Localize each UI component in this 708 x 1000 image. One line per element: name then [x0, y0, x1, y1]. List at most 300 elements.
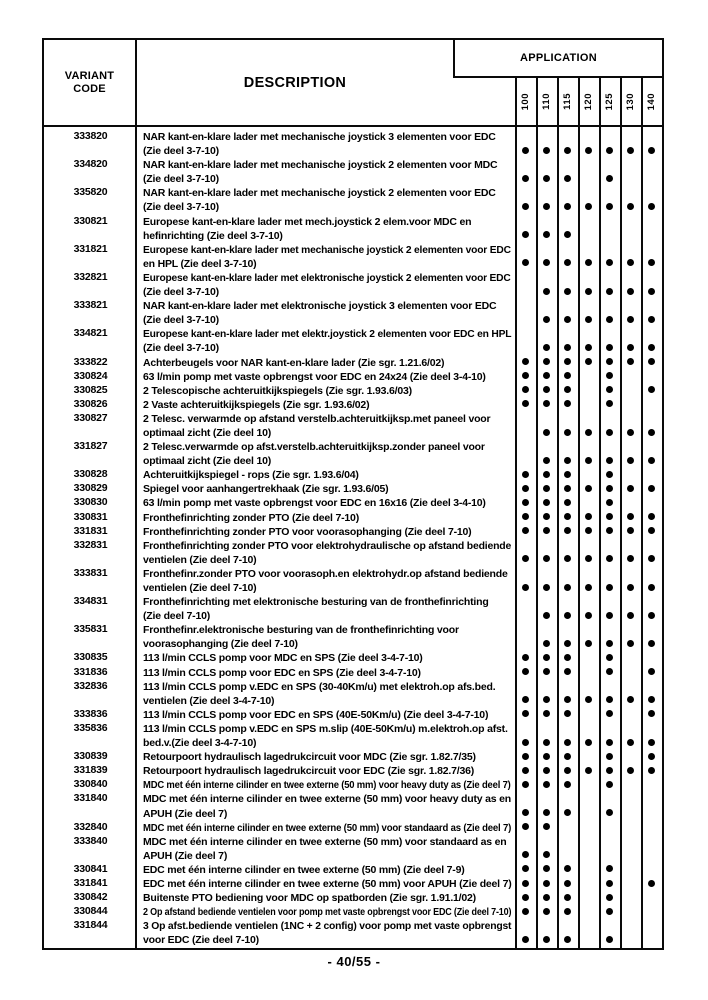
application-empty-cell [599, 214, 620, 242]
application-empty-cell [641, 862, 662, 876]
row-description [137, 707, 515, 721]
application-dot-cell [578, 326, 599, 354]
application-dot [648, 358, 655, 365]
application-dot-cell [641, 326, 662, 354]
table-row [44, 298, 662, 326]
application-dot-cell [536, 157, 557, 185]
application-dot [543, 809, 550, 816]
application-empty-cell [515, 411, 536, 439]
application-empty-cell [578, 876, 599, 890]
application-dot [564, 231, 571, 238]
application-dot-cell [578, 622, 599, 650]
application-dot [522, 499, 529, 506]
application-dot-cell [557, 326, 578, 354]
application-dot-cell [536, 524, 557, 538]
application-empty-cell [641, 820, 662, 834]
application-dot-cell [641, 439, 662, 467]
application-dot-cell [599, 622, 620, 650]
application-dot [648, 259, 655, 266]
application-dot [648, 767, 655, 774]
application-dot [564, 710, 571, 717]
application-dot [522, 865, 529, 872]
application-dot [627, 584, 634, 591]
application-dot-cell [536, 777, 557, 791]
description-line: ventielen (Zie deel 7-10) [143, 553, 257, 566]
application-marks [515, 369, 662, 383]
application-marks [515, 862, 662, 876]
application-dot-cell [578, 411, 599, 439]
application-dot-cell [536, 510, 557, 524]
application-dot [627, 696, 634, 703]
application-dot [543, 147, 550, 154]
application-empty-cell [620, 862, 641, 876]
application-dot [606, 767, 613, 774]
application-dot-cell [641, 129, 662, 157]
application-dot [648, 344, 655, 351]
description-line: ventielen (Zie deel 3-4-7-10) [143, 694, 275, 707]
description-line: Fronthefinrichting zonder PTO (Zie deel 7-10) [143, 511, 359, 524]
row-description [137, 185, 515, 213]
application-dot [564, 147, 571, 154]
application-dot-cell [641, 679, 662, 707]
application-dot [648, 555, 655, 562]
application-marks [515, 270, 662, 298]
table-row [44, 890, 662, 904]
application-dot [564, 513, 571, 520]
row-description [137, 298, 515, 326]
application-column-label: 120 [583, 92, 594, 111]
application-dot-cell [515, 157, 536, 185]
row-description [137, 481, 515, 495]
application-dot [648, 527, 655, 534]
application-column-label: 125 [604, 92, 615, 111]
table-row [44, 622, 662, 650]
application-marks [515, 355, 662, 369]
application-dot-cell [641, 185, 662, 213]
application-dot [564, 739, 571, 746]
application-empty-cell [578, 650, 599, 664]
variant-code: 333840 [73, 834, 108, 847]
application-column-label: 110 [541, 93, 552, 110]
application-dot [627, 485, 634, 492]
application-empty-cell [578, 665, 599, 679]
row-description [137, 369, 515, 383]
application-dot [522, 668, 529, 675]
application-dot [606, 739, 613, 746]
table-row [44, 594, 662, 622]
application-dot-cell [536, 594, 557, 622]
application-dot-cell [641, 538, 662, 566]
application-dot-cell [557, 481, 578, 495]
application-dot-cell [557, 707, 578, 721]
application-dot [564, 584, 571, 591]
application-dot [585, 147, 592, 154]
application-dot-cell [557, 298, 578, 326]
application-empty-cell [620, 820, 641, 834]
application-dot-cell [557, 270, 578, 298]
table-row [44, 481, 662, 495]
application-dot [648, 316, 655, 323]
application-empty-cell [620, 876, 641, 890]
application-dot [648, 457, 655, 464]
application-dot [522, 880, 529, 887]
application-dot-cell [599, 538, 620, 566]
application-dot [585, 640, 592, 647]
description-line: 113 l/min CCLS pomp v.EDC en SPS (30-40Km/u) met elektroh.op afs.bed. [143, 680, 496, 693]
application-dot-cell [641, 270, 662, 298]
application-dot [564, 316, 571, 323]
application-dot-cell [578, 524, 599, 538]
application-dot [543, 316, 550, 323]
variant-code: 331839 [73, 764, 108, 777]
description-line: Europese kant-en-klare lader met elektr.joystick 2 elementen voor EDC en HPL [143, 328, 512, 341]
row-description [137, 665, 515, 679]
table-row [44, 270, 662, 298]
application-dot-cell [515, 242, 536, 270]
variant-code: 331821 [73, 242, 108, 255]
application-dot [522, 527, 529, 534]
application-dot [522, 471, 529, 478]
application-dot-cell [536, 791, 557, 819]
variant-code: 330844 [73, 905, 108, 918]
variant-code: 330839 [73, 750, 108, 763]
application-dot-cell [620, 298, 641, 326]
table-row [44, 749, 662, 763]
application-dot-cell [515, 510, 536, 524]
row-description [137, 791, 515, 819]
application-dot [543, 499, 550, 506]
description-line: 2 Telescopische achteruitkijkspiegels (Zie sgr. 1.93.6/03) [143, 384, 412, 397]
application-marks [515, 721, 662, 749]
application-dot [543, 584, 550, 591]
application-marks [515, 129, 662, 157]
application-empty-cell [578, 918, 599, 946]
application-dot [585, 612, 592, 619]
application-dot [606, 527, 613, 534]
application-dot-cell [620, 439, 641, 467]
variant-code-header-line2: CODE [73, 82, 106, 95]
variant-code: 330841 [73, 862, 108, 875]
table-row [44, 369, 662, 383]
application-dot-cell [536, 481, 557, 495]
application-dot-cell [599, 355, 620, 369]
row-description [137, 214, 515, 242]
application-dot-cell [557, 679, 578, 707]
application-marks [515, 214, 662, 242]
application-marks [515, 791, 662, 819]
row-description [137, 749, 515, 763]
description-line: 3 Op afst.bediende ventielen (1NC + 2 config) voor pomp met vaste opbrengst [143, 920, 512, 933]
application-dot-cell [557, 467, 578, 481]
application-empty-cell [641, 467, 662, 481]
description-line: Fronthefinrichting met elektronische besturing van de fronthefinrichting [143, 596, 489, 609]
application-dot-cell [620, 538, 641, 566]
application-dot-cell [641, 707, 662, 721]
application-dot-cell [599, 369, 620, 383]
application-dot [564, 894, 571, 901]
application-dot [543, 612, 550, 619]
application-marks [515, 777, 662, 791]
application-dot [606, 908, 613, 915]
description-line: optimaal zicht (Zie deel 10) [143, 455, 272, 468]
application-dot-cell [578, 594, 599, 622]
table-row [44, 862, 662, 876]
description-line: MDC met één interne cilinder en twee externe (50 mm) voor standaard as (Zie deel 7) [143, 821, 512, 834]
application-dot-cell [641, 298, 662, 326]
application-dot-cell [557, 622, 578, 650]
application-empty-cell [578, 397, 599, 411]
application-dot [606, 654, 613, 661]
application-dot-cell [536, 763, 557, 777]
application-dot [564, 781, 571, 788]
application-empty-cell [578, 157, 599, 185]
application-dot [543, 485, 550, 492]
row-description [137, 524, 515, 538]
variant-code: 330821 [73, 214, 108, 227]
application-empty-cell [641, 157, 662, 185]
application-dot [627, 203, 634, 210]
application-dot [585, 259, 592, 266]
application-dot-cell [641, 355, 662, 369]
application-dot-cell [578, 481, 599, 495]
application-dot-cell [515, 524, 536, 538]
application-dot [543, 203, 550, 210]
application-dot-cell [620, 185, 641, 213]
application-dot-cell [515, 369, 536, 383]
application-dot-cell [536, 904, 557, 918]
variant-code: 330828 [73, 468, 108, 481]
application-dot-cell [578, 439, 599, 467]
application-dot-cell [557, 862, 578, 876]
row-description [137, 439, 515, 467]
application-dot [564, 372, 571, 379]
description-line: Fronthefinrichting zonder PTO voor elektrohydraulische op afstand bediende [143, 539, 512, 552]
application-empty-cell [515, 439, 536, 467]
application-marks [515, 566, 662, 594]
application-empty-cell [641, 214, 662, 242]
application-dot [564, 880, 571, 887]
application-dot-cell [557, 777, 578, 791]
variant-code: 330842 [73, 891, 108, 904]
description-line: 113 l/min CCLS pomp v.EDC en SPS m.slip (40E-50Km/u) m.elektroh.op afst. [143, 722, 508, 735]
application-dot-cell [515, 566, 536, 594]
description-line: EDC met één interne cilinder en twee externe (50 mm) (Zie deel 7-9) [143, 863, 465, 876]
application-dot [606, 612, 613, 619]
application-dot-cell [641, 481, 662, 495]
application-dot-cell [536, 397, 557, 411]
application-empty-cell [620, 650, 641, 664]
application-dot [606, 894, 613, 901]
application-marks [515, 650, 662, 664]
table-row [44, 383, 662, 397]
application-marks [515, 749, 662, 763]
description-line: 2 Telesc.verwarmde op afst.verstelb.achteruitkijksp.zonder paneel voor [143, 441, 485, 454]
application-dot-cell [536, 721, 557, 749]
application-column-label: 100 [520, 92, 531, 111]
application-dot-cell [536, 467, 557, 481]
application-dot-cell [599, 397, 620, 411]
description-line: 63 l/min pomp met vaste opbrengst voor EDC en 16x16 (Zie deel 3-4-10) [143, 497, 486, 510]
application-dot-cell [536, 369, 557, 383]
application-dot-cell [515, 129, 536, 157]
application-marks [515, 594, 662, 622]
application-dot-cell [515, 834, 536, 862]
application-empty-cell [641, 904, 662, 918]
application-marks [515, 524, 662, 538]
application-dot [648, 668, 655, 675]
application-dot [543, 344, 550, 351]
description-line: 2 Telesc. verwarmde op afstand verstelb.achteruitkijksp.met paneel voor [143, 412, 491, 425]
application-dot-cell [599, 777, 620, 791]
application-dot-cell [515, 650, 536, 664]
application-empty-cell [578, 820, 599, 834]
application-dot-cell [599, 524, 620, 538]
application-dot [543, 865, 550, 872]
application-dot [522, 739, 529, 746]
application-dot [522, 908, 529, 915]
application-dot [627, 147, 634, 154]
application-dot [627, 259, 634, 266]
application-dot [585, 696, 592, 703]
application-dot-cell [599, 495, 620, 509]
variant-code: 333821 [73, 299, 108, 312]
application-dot-cell [536, 185, 557, 213]
application-dot [606, 344, 613, 351]
application-dot-cell [515, 481, 536, 495]
application-dot [543, 175, 550, 182]
application-dot-cell [536, 439, 557, 467]
application-dot-cell [515, 791, 536, 819]
table-row [44, 411, 662, 439]
variant-code: 330840 [73, 778, 108, 791]
application-column-label: 115 [562, 93, 573, 110]
application-marks [515, 665, 662, 679]
application-empty-cell [620, 749, 641, 763]
application-dot-cell [536, 622, 557, 650]
application-dot-cell [536, 650, 557, 664]
application-dot [627, 358, 634, 365]
application-dot-cell [557, 510, 578, 524]
application-dot [564, 527, 571, 534]
application-dot-cell [536, 890, 557, 904]
application-dot [648, 147, 655, 154]
table-row [44, 524, 662, 538]
application-dot [627, 344, 634, 351]
application-dot [585, 767, 592, 774]
application-dot [543, 231, 550, 238]
application-dot-cell [620, 411, 641, 439]
application-dot [522, 710, 529, 717]
application-dot-cell [536, 214, 557, 242]
application-dot-cell [557, 495, 578, 509]
application-dot [543, 936, 550, 943]
table-row [44, 157, 662, 185]
description-line: Europese kant-en-klare lader met mech.joystick 2 elem.voor MDC en [143, 215, 472, 228]
variant-code: 330835 [73, 651, 108, 664]
application-dot [627, 739, 634, 746]
application-dot [543, 400, 550, 407]
description-line: Europese kant-en-klare lader met elektronische joystick 2 elementen voor EDC [143, 271, 511, 284]
application-marks [515, 707, 662, 721]
application-dot [585, 358, 592, 365]
application-dot [606, 781, 613, 788]
application-dot-cell [599, 129, 620, 157]
application-empty-cell [641, 890, 662, 904]
description-line: Fronthefinr.elektronische besturing van de fronthefinrichting voor [143, 624, 459, 637]
application-dot [564, 908, 571, 915]
row-description [137, 495, 515, 509]
application-dot-cell [557, 185, 578, 213]
application-marks [515, 834, 662, 862]
application-dot [564, 668, 571, 675]
application-dot-cell [557, 721, 578, 749]
application-dot-cell [641, 876, 662, 890]
application-empty-cell [620, 157, 641, 185]
table-row [44, 820, 662, 834]
application-dot-cell [599, 510, 620, 524]
application-dot-cell [515, 679, 536, 707]
application-dot [522, 358, 529, 365]
application-dot-cell [620, 622, 641, 650]
application-dot-cell [515, 862, 536, 876]
variant-code: 332836 [73, 679, 108, 692]
application-dot [564, 654, 571, 661]
application-dot [543, 710, 550, 717]
application-dot-cell [599, 298, 620, 326]
application-empty-cell [620, 665, 641, 679]
application-dot [585, 344, 592, 351]
application-dot-cell [515, 214, 536, 242]
application-dot [648, 584, 655, 591]
application-dot-cell [557, 665, 578, 679]
row-description [137, 242, 515, 270]
application-dot-cell [536, 707, 557, 721]
row-description [137, 777, 515, 791]
table-row [44, 876, 662, 890]
table-row [44, 185, 662, 213]
description-line: Retourpoort hydraulisch lagedrukcircuit voor EDC (Zie sgr. 1.82.7/36) [143, 765, 475, 778]
row-description [137, 510, 515, 524]
application-dot-cell [620, 355, 641, 369]
application-dot-cell [620, 566, 641, 594]
description-line: (Zie deel 3-7-10) [143, 342, 219, 355]
variant-code: 330831 [73, 510, 108, 523]
description-line: optimaal zicht (Zie deel 10) [143, 426, 272, 439]
application-dot-cell [557, 214, 578, 242]
application-dot [648, 612, 655, 619]
application-empty-cell [599, 820, 620, 834]
application-dot [522, 259, 529, 266]
application-dot-cell [515, 904, 536, 918]
row-description [137, 679, 515, 707]
application-dot [543, 668, 550, 675]
row-description [137, 270, 515, 298]
table-row [44, 326, 662, 354]
row-description [137, 763, 515, 777]
application-marks [515, 157, 662, 185]
application-dot [543, 880, 550, 887]
application-dot [522, 823, 529, 830]
application-dot-cell [515, 467, 536, 481]
application-empty-cell [578, 862, 599, 876]
application-dot-cell [515, 749, 536, 763]
row-description [137, 538, 515, 566]
application-dot [585, 429, 592, 436]
table-row [44, 763, 662, 777]
application-dot [564, 499, 571, 506]
application-empty-cell [620, 904, 641, 918]
application-dot-cell [515, 538, 536, 566]
